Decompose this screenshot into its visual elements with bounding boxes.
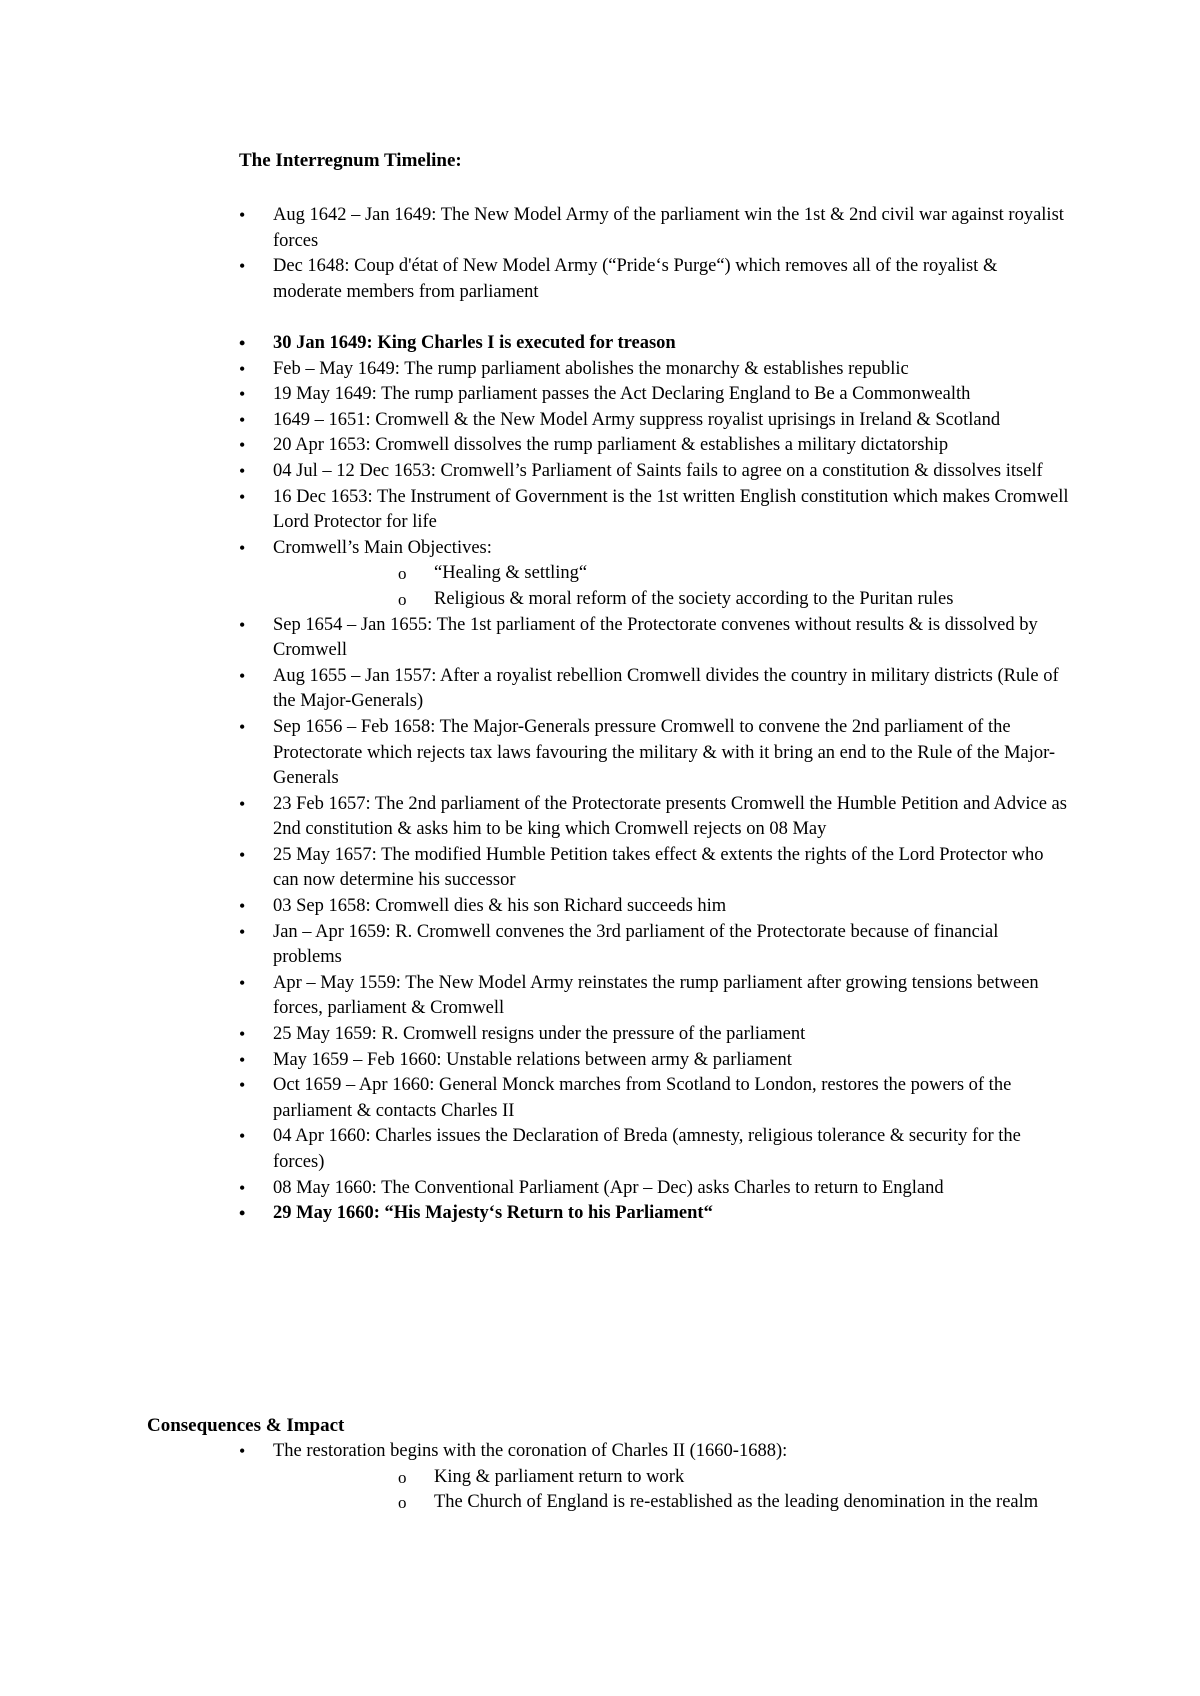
bullet-icon: • bbox=[239, 614, 246, 635]
list-item bbox=[239, 203, 1069, 254]
sub-list-item-text: “Healing & settling“ bbox=[434, 563, 588, 584]
list-item bbox=[239, 1176, 1069, 1202]
list-item-text: 03 Sep 1658: Cromwell dies & his son Richard succeeds him bbox=[273, 896, 727, 917]
list-item bbox=[239, 408, 1069, 434]
list-item-text: Jan – Apr 1659: R. Cromwell convenes the 3rd parliament of the Protectorate because of financial problems bbox=[273, 921, 999, 968]
bullet-icon: • bbox=[239, 1441, 246, 1461]
bullet-icon: • bbox=[239, 205, 246, 225]
list-item bbox=[239, 254, 1069, 305]
bullet-icon: • bbox=[239, 256, 246, 277]
sub-list-item-text: The Church of England is re-established as the leading denomination in the realm bbox=[434, 1492, 1039, 1513]
bullet-icon: • bbox=[239, 972, 246, 993]
sub-list-item-text: King & parliament return to work bbox=[434, 1466, 685, 1487]
bullet-icon: • bbox=[239, 921, 246, 942]
list-item-text: The restoration begins with the coronation of Charles II (1660-1688): bbox=[273, 1441, 788, 1461]
bullet-icon: • bbox=[239, 716, 246, 737]
bullet-icon: • bbox=[239, 358, 246, 379]
bullet-icon: • bbox=[239, 460, 246, 481]
sub-list-item bbox=[273, 1465, 1069, 1491]
list-item bbox=[239, 715, 1069, 792]
list-item bbox=[239, 971, 1069, 1022]
list-item bbox=[239, 433, 1069, 459]
bullet-icon: • bbox=[239, 896, 246, 917]
consequences-list bbox=[239, 1439, 1069, 1516]
list-item-text: Oct 1659 – Apr 1660: General Monck marches from Scotland to London, restores the powers of the parliament & contacts Charles II bbox=[273, 1075, 1012, 1121]
bullet-icon: • bbox=[239, 435, 246, 456]
list-item bbox=[239, 1022, 1069, 1048]
list-item-text: 29 May 1660: “His Majesty‘s Return to his Parliament“ bbox=[273, 1203, 713, 1224]
list-item-text: Apr – May 1559: The New Model Army reinstates the rump parliament after growing tensions between forces, parliament & Cromwell bbox=[273, 972, 1039, 1019]
list-item bbox=[239, 331, 1069, 357]
list-item-text: Aug 1655 – Jan 1557: After a royalist rebellion Cromwell divides the country in military districts (Rule of the Major-Generals) bbox=[273, 665, 1059, 712]
list-item-text: 25 May 1659: R. Cromwell resigns under the pressure of the parliament bbox=[273, 1024, 806, 1045]
list-item-text: Sep 1654 – Jan 1655: The 1st parliament of the Protectorate convenes without results & is dissolved by Cromwell bbox=[273, 614, 1038, 661]
bullet-icon: • bbox=[239, 1203, 246, 1224]
bullet-icon: • bbox=[239, 1177, 246, 1198]
list-item-text: 08 May 1660: The Conventional Parliament (Apr – Dec) asks Charles to return to England bbox=[273, 1177, 944, 1198]
circle-bullet-icon: o bbox=[398, 589, 407, 609]
list-item-text: 20 Apr 1653: Cromwell dissolves the rump parliament & establishes a military dictatorship bbox=[273, 435, 949, 456]
circle-bullet-icon: o bbox=[398, 564, 407, 584]
list-item bbox=[239, 357, 1069, 383]
bullet-icon: • bbox=[239, 486, 246, 507]
list-item bbox=[239, 536, 1069, 613]
list-item-text: 30 Jan 1649: King Charles I is executed for treason bbox=[273, 333, 676, 353]
sub-list-item bbox=[273, 587, 1069, 613]
sub-list-item bbox=[273, 1490, 1069, 1516]
list-item bbox=[239, 1073, 1069, 1124]
list-item bbox=[239, 613, 1069, 664]
list-item-text: 25 May 1657: The modified Humble Petition takes effect & extents the rights of the Lord Protector who can now determine his successor bbox=[273, 844, 1044, 891]
list-item bbox=[239, 1439, 1069, 1516]
list-item-text: 16 Dec 1653: The Instrument of Government is the 1st written English constitution which makes Cromwell Lord Protector for life bbox=[273, 486, 1069, 533]
list-item-text: Dec 1648: Coup d'état of New Model Army (“Pride‘s Purge“) which removes all of the royalist & moderate members from parliament bbox=[273, 256, 998, 302]
list-item-text: Sep 1656 – Feb 1658: The Major-Generals pressure Cromwell to convene the 2nd parliament of the Protectorate which rejects tax laws favouring the military & with it bring an end to the Rule of the Major-Generals bbox=[273, 716, 1056, 789]
list-item-text: Cromwell’s Main Objectives: bbox=[273, 537, 492, 558]
list-item bbox=[239, 792, 1069, 843]
bullet-icon: • bbox=[239, 1049, 246, 1070]
list-item bbox=[239, 1048, 1069, 1074]
list-item-text: Aug 1642 – Jan 1649: The New Model Army of the parliament win the 1st & 2nd civil war against royalist forces bbox=[273, 205, 1064, 251]
timeline-list-main bbox=[239, 331, 1069, 1227]
circle-bullet-icon: o bbox=[398, 1467, 407, 1487]
list-item bbox=[239, 843, 1069, 894]
list-item bbox=[239, 1124, 1069, 1175]
bullet-icon: • bbox=[239, 1075, 246, 1096]
sub-list-item bbox=[273, 561, 1069, 587]
list-item-text: May 1659 – Feb 1660: Unstable relations between army & parliament bbox=[273, 1049, 792, 1070]
bullet-icon: • bbox=[239, 333, 246, 353]
list-item bbox=[239, 1201, 1069, 1227]
sub-list-item-text: Religious & moral reform of the society according to the Puritan rules bbox=[434, 588, 954, 609]
bullet-icon: • bbox=[239, 409, 246, 430]
list-item bbox=[239, 485, 1069, 536]
circle-bullet-icon: o bbox=[398, 1493, 407, 1513]
list-item-text: 04 Apr 1660: Charles issues the Declaration of Breda (amnesty, religious tolerance & security for the forces) bbox=[273, 1126, 1021, 1172]
list-item-text: 19 May 1649: The rump parliament passes the Act Declaring England to Be a Commonwealth bbox=[273, 384, 971, 405]
list-item bbox=[239, 382, 1069, 408]
sub-list bbox=[273, 561, 1069, 612]
bullet-icon: • bbox=[239, 844, 246, 865]
bullet-icon: • bbox=[239, 793, 246, 814]
list-item-text: 04 Jul – 12 Dec 1653: Cromwell’s Parliament of Saints fails to agree on a constitution & dissolves itself bbox=[273, 460, 1043, 481]
list-item-text: 1649 – 1651: Cromwell & the New Model Army suppress royalist uprisings in Ireland & Scotland bbox=[273, 409, 1001, 430]
bullet-icon: • bbox=[239, 1126, 246, 1147]
list-item bbox=[239, 920, 1069, 971]
list-item bbox=[239, 894, 1069, 920]
list-item-text: Feb – May 1649: The rump parliament abolishes the monarchy & establishes republic bbox=[273, 358, 909, 379]
list-item-text: 23 Feb 1657: The 2nd parliament of the Protectorate presents Cromwell the Humble Petition and Advice as 2nd constitution & asks him to be king which Cromwell rejects on 08 May bbox=[273, 793, 1067, 840]
bullet-icon: • bbox=[239, 665, 246, 686]
list-item bbox=[239, 459, 1069, 485]
bullet-icon: • bbox=[239, 384, 246, 405]
list-item bbox=[239, 664, 1069, 715]
bullet-icon: • bbox=[239, 1024, 246, 1045]
consequences-heading: Consequences & Impact bbox=[147, 1415, 345, 1436]
page-title: The Interregnum Timeline: bbox=[239, 150, 462, 171]
bullet-icon: • bbox=[239, 537, 246, 558]
sub-list bbox=[273, 1465, 1069, 1516]
timeline-list-intro bbox=[239, 203, 1069, 305]
